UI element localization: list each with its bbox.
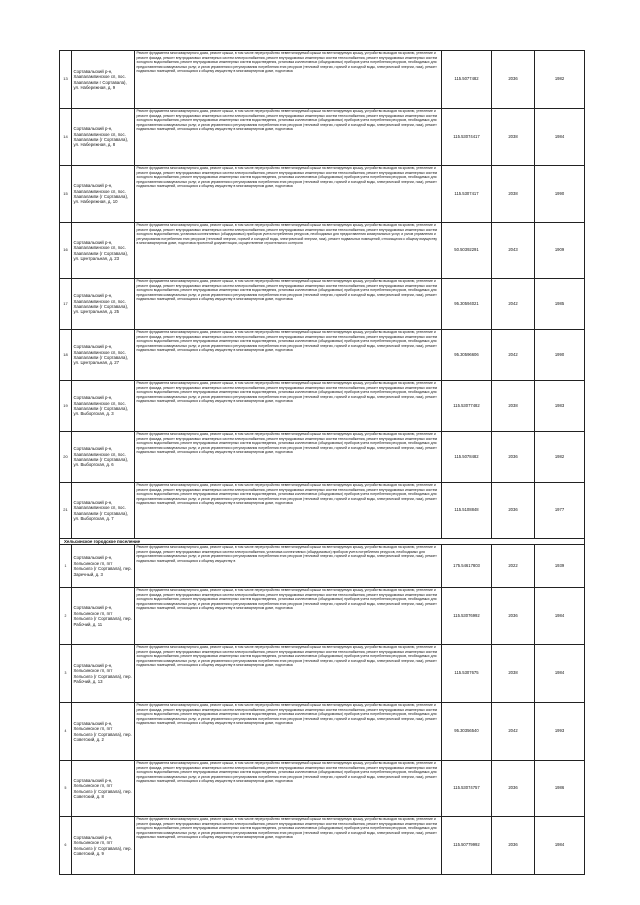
area-cell: 115.53076992 (442, 588, 492, 645)
built-year-cell: 1993 (535, 703, 585, 761)
area-cell: 115.53077482 (442, 381, 492, 432)
year-cell: 2038 (492, 645, 535, 703)
area-cell: 95.30596606 (442, 330, 492, 381)
table-row (60, 330, 585, 381)
table-row (60, 703, 585, 761)
table-row (60, 109, 585, 166)
works-cell: Ремонт фундамента многоквартирного дома, ремонт крыши, в том числе переустройство невентилируемой крыши на вентилируемую крышу, устройство выходов на кровлю, утепление и ремонт фасада, ремонт внутридомовых инженерных систем электроснабжения, ремонт внутридомовых инженерных систем теплоснабжения, ремонт внутридомовых инженерных систем холодного водоснабжения, ремонт внутридомовых инженерных систем водоотведения, установка коллективных (общедомовых) приборов учета потребления ресурсов, необходимых для предоставления коммунальных услуг, и узлов управления и регулирования потребления этих ресурсов (тепловой энергии, горячей и холодной воды, электрической энергии, газа), ремонт подвальных помещений, относящихся к общему имуществу в многоквартирном доме, подготовка (135, 330, 442, 381)
row-number: 1 (60, 545, 72, 588)
section-title: Хельсинское городское поселение (60, 539, 585, 545)
built-year-cell: 1990 (535, 330, 585, 381)
table-row (60, 645, 585, 703)
address-cell: Сортавальский р-н, Хаапалампинское сп, пос. Хаапалампи (г Сортавала), ул. Центральная, д. 23 (72, 223, 135, 279)
table-row (60, 432, 585, 483)
built-year-cell: 1982 (535, 51, 585, 109)
row-number: 19 (60, 381, 72, 432)
row-number: 18 (60, 330, 72, 381)
address-cell: Сортавальский р-н, Хельсинское гп, пгт Хельсилэ (г Сортавала), пер. Советский, д. 2 (72, 703, 135, 761)
address-cell: Сортавальский р-н, Хельсинское гп, пгт Хельсилэ (г Сортавала), пер. Заречный, д. 3 (72, 545, 135, 588)
built-year-cell: 1984 (535, 109, 585, 166)
works-cell: Ремонт фундамента многоквартирного дома, ремонт крыши, в том числе переустройство невентилируемой крыши на вентилируемую крышу, устройство выходов на кровлю, утепление и ремонт фасада, ремонт внутридомовых инженерных систем электроснабжения, ремонт внутридомовых инженерных систем теплоснабжения, ремонт внутридомовых инженерных систем холодного водоснабжения, установка коллективных (общедомовых) приборов учета потребления ресурсов, необходимых для предоставления коммунальных услуг, и узлов управления и регулирования потребления этих ресурсов (тепловой энергии, горячей и холодной воды, электрической энергии, газа), ремонт подвальных помещений, относящихся к общему имуществу в многоквартирном доме, подготовка проектной документации, осуществление строительного контроля (135, 223, 442, 279)
row-number: 15 (60, 166, 72, 223)
row-number: 14 (60, 109, 72, 166)
built-year-cell: 1977 (535, 483, 585, 539)
row-number: 13 (60, 51, 72, 109)
year-cell: 2036 (492, 483, 535, 539)
area-cell: 115.53074417 (442, 109, 492, 166)
works-cell: Ремонт фундамента многоквартирного дома, ремонт крыши, в том числе переустройство невентилируемой крыши на вентилируемую крышу, устройство выходов на кровлю, утепление и ремонт фасада, ремонт внутридомовых инженерных систем электроснабжения, ремонт внутридомовых инженерных систем теплоснабжения, ремонт внутридомовых инженерных систем холодного водоснабжения, ремонт внутридомовых инженерных систем водоотведения, установка коллективных (общедомовых) приборов учета потребления ресурсов, необходимых для предоставления коммунальных услуг, и узлов управления и регулирования потребления этих ресурсов (тепловой энергии, горячей и холодной воды, электрической энергии, газа), ремонт подвальных помещений, относящихся к общему имуществу в многоквартирном доме, подготовка (135, 51, 442, 109)
built-year-cell: 1909 (535, 223, 585, 279)
table-row (60, 817, 585, 875)
works-cell: Ремонт фундамента многоквартирного дома, ремонт крыши, в том числе переустройство невентилируемой крыши на вентилируемую крышу, устройство выходов на кровлю, утепление и ремонт фасада, ремонт внутридомовых инженерных систем электроснабжения, установка коллективных (общедомовых) приборов учета потребления ресурсов, необходимых для предоставления коммунальных услуг, и узлов управления и регулирования потребления этих ресурсов (тепловой энергии, горячей и холодной воды, электрической энергии, газа), ремонт подвальных помещений, относящихся к общему имуществу в (135, 545, 442, 588)
table-row (60, 166, 585, 223)
area-cell: 115.5108848 (442, 483, 492, 539)
area-cell: 115.5078482 (442, 432, 492, 483)
built-year-cell: 1985 (535, 279, 585, 330)
built-year-cell: 1984 (535, 645, 585, 703)
works-cell: Ремонт фундамента многоквартирного дома, ремонт крыши, в том числе переустройство невентилируемой крыши на вентилируемую крышу, устройство выходов на кровлю, утепление и ремонт фасада, ремонт внутридомовых инженерных систем электроснабжения, ремонт внутридомовых инженерных систем теплоснабжения, ремонт внутридомовых инженерных систем холодного водоснабжения, ремонт внутридомовых инженерных систем водоотведения, установка коллективных (общедомовых) приборов учета потребления ресурсов, необходимых для предоставления коммунальных услуг, и узлов управления и регулирования потребления этих ресурсов (тепловой энергии, горячей и холодной воды, электрической энергии, газа), ремонт подвальных помещений, относящихся к общему имуществу в многоквартирном доме, подготовка (135, 166, 442, 223)
address-cell: Сортавальский р-н, Хельсинское гп, пгт Хельсилэ (г Сортавала), пер. Советский, д. 8 (72, 761, 135, 817)
row-number: 3 (60, 645, 72, 703)
works-cell: Ремонт фундамента многоквартирного дома, ремонт крыши, в том числе переустройство невентилируемой крыши на вентилируемую крышу, устройство выходов на кровлю, утепление и ремонт фасада, ремонт внутридомовых инженерных систем электроснабжения, ремонт внутридомовых инженерных систем теплоснабжения, ремонт внутридомовых инженерных систем холодного водоснабжения, ремонт внутридомовых инженерных систем водоотведения, установка коллективных (общедомовых) приборов учета потребления ресурсов, необходимых для предоставления коммунальных услуг, и узлов управления и регулирования потребления этих ресурсов (тепловой энергии, горячей и холодной воды, электрической энергии, газа), ремонт подвальных помещений, относящихся к общему имуществу в многоквартирном доме, подготовка (135, 109, 442, 166)
works-cell: Ремонт фундамента многоквартирного дома, ремонт крыши, в том числе переустройство невентилируемой крыши на вентилируемую крышу, устройство выходов на кровлю, утепление и ремонт фасада, ремонт внутридомовых инженерных систем электроснабжения, ремонт внутридомовых инженерных систем теплоснабжения, ремонт внутридомовых инженерных систем холодного водоснабжения, ремонт внутридомовых инженерных систем водоотведения, установка коллективных (общедомовых) приборов учета потребления ресурсов, необходимых для предоставления коммунальных услуг, и узлов управления и регулирования потребления этих ресурсов (тепловой энергии, горячей и холодной воды, электрической энергии, газа), ремонт подвальных помещений, относящихся к общему имуществу в многоквартирном доме, подготовка (135, 817, 442, 875)
address-cell: Сортавальский р-н, Хаапалампинское сп, пос. Хаапалампи (г Сортавала), ул. Выборгская, д. 7 (72, 483, 135, 539)
works-cell: Ремонт фундамента многоквартирного дома, ремонт крыши, в том числе переустройство невентилируемой крыши на вентилируемую крышу, устройство выходов на кровлю, утепление и ремонт фасада, ремонт внутридомовых инженерных систем электроснабжения, ремонт внутридомовых инженерных систем теплоснабжения, ремонт внутридомовых инженерных систем холодного водоснабжения, ремонт внутридомовых инженерных систем водоотведения, установка коллективных (общедомовых) приборов учета потребления ресурсов, необходимых для предоставления коммунальных услуг, и узлов управления и регулирования потребления этих ресурсов (тепловой энергии, горячей и холодной воды, электрической энергии, газа), ремонт подвальных помещений, относящихся к общему имуществу в многоквартирном доме, подготовка (135, 761, 442, 817)
address-cell: Сортавальский р-н, Хаапалампинское сп, пос. Хаапалампи г Сортавала), ул. Набережная, д. 9 (72, 51, 135, 109)
address-cell: Сортавальский р-н, Хельсинское гп, пгт Хельсилэ (г Сортавала), пер. Советский, д. 9 (72, 817, 135, 875)
table-row (60, 223, 585, 279)
works-cell: Ремонт фундамента многоквартирного дома, ремонт крыши, в том числе переустройство невентилируемой крыши на вентилируемую крышу, устройство выходов на кровлю, утепление и ремонт фасада, ремонт внутридомовых инженерных систем электроснабжения, ремонт внутридомовых инженерных систем теплоснабжения, ремонт внутридомовых инженерных систем холодного водоснабжения, ремонт внутридомовых инженерных систем водоотведения, установка коллективных (общедомовых) приборов учета потребления ресурсов, необходимых для предоставления коммунальных услуг, и узлов управления и регулирования потребления этих ресурсов (тепловой энергии, горячей и холодной воды, электрической энергии, газа), ремонт подвальных помещений, относящихся к общему имуществу в многоквартирном доме, подготовка (135, 483, 442, 539)
row-number: 5 (60, 761, 72, 817)
address-cell: Сортавальский р-н, Хаапалампинское сп, пос. Хаапалампи (г Сортавала), ул. Выборгская, д. 6 (72, 432, 135, 483)
area-cell: 115.50779992 (442, 817, 492, 875)
table-row (60, 51, 585, 109)
year-cell: 2036 (492, 51, 535, 109)
year-cell: 2038 (492, 109, 535, 166)
address-cell: Сортавальский р-н, Хаапалампинское сп, пос. Хаапалампи (г Сортавала), ул. Выборгская, д. 3 (72, 381, 135, 432)
built-year-cell: 1984 (535, 817, 585, 875)
built-year-cell: 1982 (535, 432, 585, 483)
row-number: 16 (60, 223, 72, 279)
row-number: 21 (60, 483, 72, 539)
year-cell: 2042 (492, 279, 535, 330)
works-cell: Ремонт фундамента многоквартирного дома, ремонт крыши, в том числе переустройство невентилируемой крыши на вентилируемую крышу, устройство выходов на кровлю, утепление и ремонт фасада, ремонт внутридомовых инженерных систем электроснабжения, ремонт внутридомовых инженерных систем теплоснабжения, ремонт внутридомовых инженерных систем холодного водоснабжения, ремонт внутридомовых инженерных систем водоотведения, установка коллективных (общедомовых) приборов учета потребления ресурсов, необходимых для предоставления коммунальных услуг, и узлов управления и регулирования потребления этих ресурсов (тепловой энергии, горячей и холодной воды, электрической энергии, газа), ремонт подвальных помещений, относящихся к общему имуществу в многоквартирном доме, подготовка (135, 381, 442, 432)
works-cell: Ремонт фундамента многоквартирного дома, ремонт крыши, в том числе переустройство невентилируемой крыши на вентилируемую крышу, устройство выходов на кровлю, утепление и ремонт фасада, ремонт внутридомовых инженерных систем электроснабжения, ремонт внутридомовых инженерных систем теплоснабжения, ремонт внутридомовых инженерных систем холодного водоснабжения, ремонт внутридомовых инженерных систем водоотведения, установка коллективных (общедомовых) приборов учета потребления ресурсов, необходимых для предоставления коммунальных услуг, и узлов управления и регулирования потребления этих ресурсов (тепловой энергии, горячей и холодной воды, электрической энергии, газа), ремонт подвальных помещений, относящихся к общему имуществу в многоквартирном доме, подготовка (135, 588, 442, 645)
address-cell: Сортавальский р-н, Хаапалампинское сп, пос. Хаапалампи (г Сортавала), ул. Набережная, д. 8 (72, 109, 135, 166)
address-cell: Сортавальский р-н, Хаапалампинское сп, пос. Хаапалампи (г Сортавала), ул. Набережная, д. 10 (72, 166, 135, 223)
row-number: 20 (60, 432, 72, 483)
capital-repair-table (59, 50, 585, 875)
area-cell: 115.5307675 (442, 645, 492, 703)
table-row (60, 483, 585, 539)
built-year-cell: 1939 (535, 545, 585, 588)
works-cell: Ремонт фундамента многоквартирного дома, ремонт крыши, в том числе переустройство невентилируемой крыши на вентилируемую крышу, устройство выходов на кровлю, утепление и ремонт фасада, ремонт внутридомовых инженерных систем электроснабжения, ремонт внутридомовых инженерных систем теплоснабжения, ремонт внутридомовых инженерных систем холодного водоснабжения, ремонт внутридомовых инженерных систем водоотведения, установка коллективных (общедомовых) приборов учета потребления ресурсов, необходимых для предоставления коммунальных услуг, и узлов управления и регулирования потребления этих ресурсов (тепловой энергии, горячей и холодной воды, электрической энергии, газа), ремонт подвальных помещений, относящихся к общему имуществу в многоквартирном доме, подготовка (135, 703, 442, 761)
built-year-cell: 1990 (535, 166, 585, 223)
area-cell: 95.30356540 (442, 703, 492, 761)
table-row (60, 279, 585, 330)
area-cell: 95.30594021 (442, 279, 492, 330)
year-cell: 2038 (492, 166, 535, 223)
works-cell: Ремонт фундамента многоквартирного дома, ремонт крыши, в том числе переустройство невентилируемой крыши на вентилируемую крышу, устройство выходов на кровлю, утепление и ремонт фасада, ремонт внутридомовых инженерных систем электроснабжения, ремонт внутридомовых инженерных систем теплоснабжения, ремонт внутридомовых инженерных систем холодного водоснабжения, ремонт внутридомовых инженерных систем водоотведения, установка коллективных (общедомовых) приборов учета потребления ресурсов, необходимых для предоставления коммунальных услуг, и узлов управления и регулирования потребления этих ресурсов (тепловой энергии, горячей и холодной воды, электрической энергии, газа), ремонт подвальных помещений, относящихся к общему имуществу в многоквартирном доме, подготовка (135, 645, 442, 703)
built-year-cell: 1983 (535, 381, 585, 432)
year-cell: 2042 (492, 330, 535, 381)
year-cell: 2022 (492, 545, 535, 588)
year-cell: 2043 (492, 223, 535, 279)
area-cell: 115.5307417 (442, 166, 492, 223)
table-row (60, 761, 585, 817)
area-cell: 115.53074757 (442, 761, 492, 817)
area-cell: 115.5077482 (442, 51, 492, 109)
built-year-cell: 1986 (535, 761, 585, 817)
area-cell: 50.50392291 (442, 223, 492, 279)
address-cell: Сортавальский р-н, Хельсинское гп, пгт Хельсилэ (г Сортавала), пер. Рабочий, д. 11 (72, 588, 135, 645)
table-row (60, 588, 585, 645)
row-number: 2 (60, 588, 72, 645)
year-cell: 2042 (492, 703, 535, 761)
table-row (60, 545, 585, 588)
year-cell: 2038 (492, 381, 535, 432)
year-cell: 2036 (492, 761, 535, 817)
row-number: 4 (60, 703, 72, 761)
year-cell: 2036 (492, 588, 535, 645)
address-cell: Сортавальский р-н, Хаапалампинское сп, пос. Хаапалампи (г Сортавала), ул. Центральная, д. 27 (72, 330, 135, 381)
year-cell: 2036 (492, 432, 535, 483)
works-cell: Ремонт фундамента многоквартирного дома, ремонт крыши, в том числе переустройство невентилируемой крыши на вентилируемую крышу, устройство выходов на кровлю, утепление и ремонт фасада, ремонт внутридомовых инженерных систем электроснабжения, ремонт внутридомовых инженерных систем теплоснабжения, ремонт внутридомовых инженерных систем холодного водоснабжения, ремонт внутридомовых инженерных систем водоотведения, установка коллективных (общедомовых) приборов учета потребления ресурсов, необходимых для предоставления коммунальных услуг, и узлов управления и регулирования потребления этих ресурсов (тепловой энергии, горячей и холодной воды, электрической энергии, газа), ремонт подвальных помещений, относящихся к общему имуществу в многоквартирном доме, подготовка (135, 279, 442, 330)
area-cell: 175.54617803 (442, 545, 492, 588)
row-number: 6 (60, 817, 72, 875)
table-row (60, 381, 585, 432)
row-number: 17 (60, 279, 72, 330)
address-cell: Сортавальский р-н, Хаапалампинское сп, пос. Хаапалампи (г Сортавала), ул. Центральная, д. 25 (72, 279, 135, 330)
works-cell: Ремонт фундамента многоквартирного дома, ремонт крыши, в том числе переустройство невентилируемой крыши на вентилируемую крышу, устройство выходов на кровлю, утепление и ремонт фасада, ремонт внутридомовых инженерных систем электроснабжения, ремонт внутридомовых инженерных систем теплоснабжения, ремонт внутридомовых инженерных систем холодного водоснабжения, ремонт внутридомовых инженерных систем водоотведения, установка коллективных (общедомовых) приборов учета потребления ресурсов, необходимых для предоставления коммунальных услуг, и узлов управления и регулирования потребления этих ресурсов (тепловой энергии, горячей и холодной воды, электрической энергии, газа), ремонт подвальных помещений, относящихся к общему имуществу в многоквартирном доме, подготовка (135, 432, 442, 483)
built-year-cell: 1984 (535, 588, 585, 645)
address-cell: Сортавальский р-н, Хельсинское гп, пгт Хельсилэ (г Сортавала), пер. Рабочий, д. 13 (72, 645, 135, 703)
year-cell: 2036 (492, 817, 535, 875)
